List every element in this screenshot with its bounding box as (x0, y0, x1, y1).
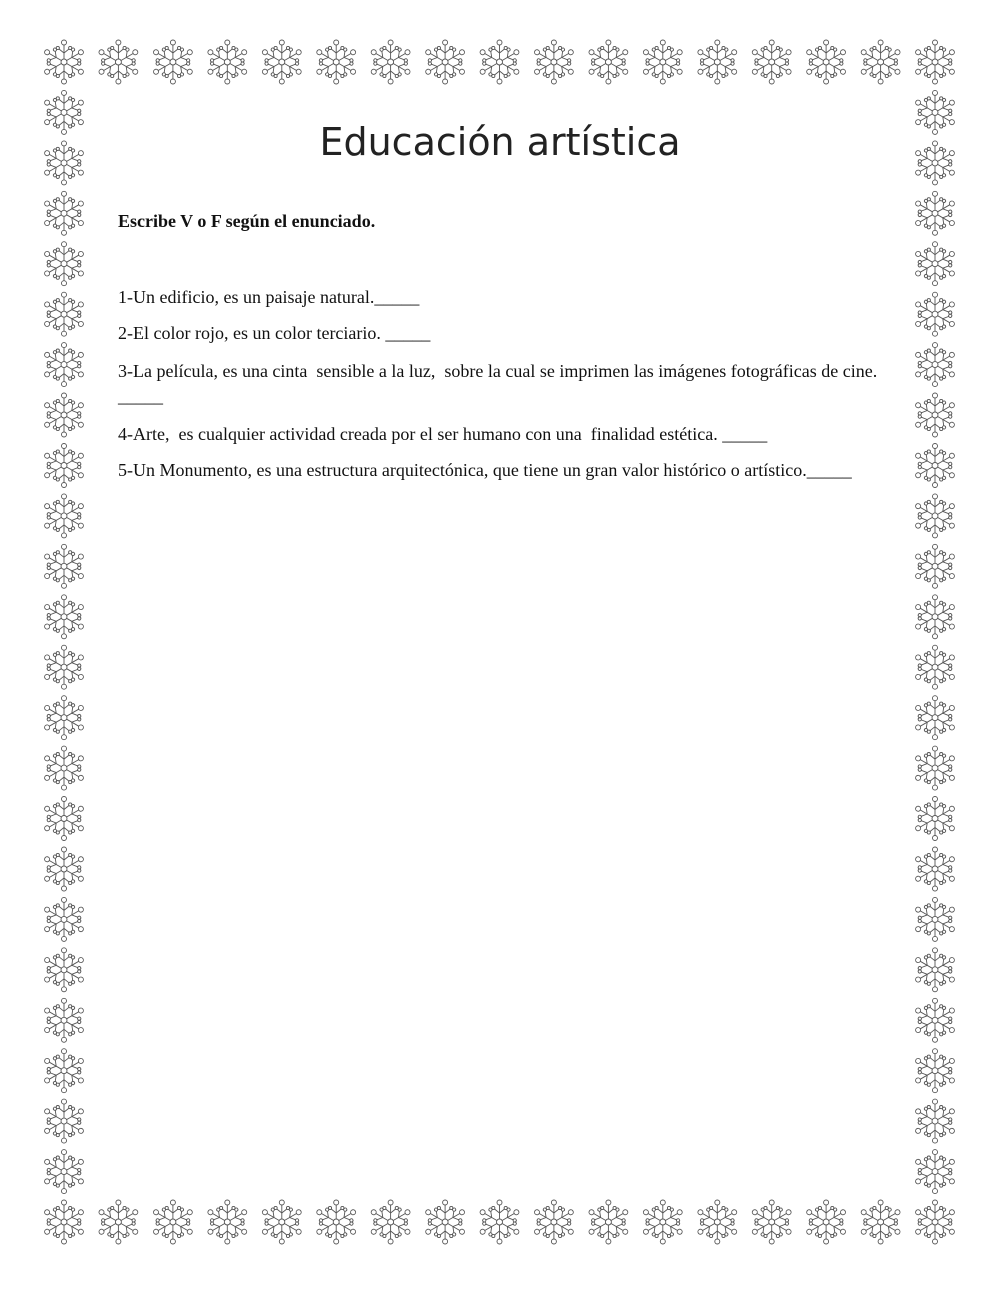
snowflake-icon (585, 1200, 631, 1244)
snowflake-icon (41, 40, 87, 84)
snowflake-icon (41, 746, 87, 790)
snowflake-icon (41, 1049, 87, 1093)
snowflake-icon (912, 544, 958, 588)
snowflake-icon (912, 746, 958, 790)
snowflake-icon (41, 1099, 87, 1143)
snowflake-icon (912, 595, 958, 639)
question-4: 4-Arte, es cualquier actividad creada por el ser humano con una finalidad estética. _____ (118, 424, 768, 444)
question-3: 3-La película, es una cinta sensible a la luz, sobre la cual se imprimen las imágenes fotográficas de cine. _____ (118, 361, 882, 406)
snowflake-icon (803, 1200, 849, 1244)
snowflake-icon (41, 544, 87, 588)
snowflake-icon (694, 40, 740, 84)
snowflake-icon (585, 40, 631, 84)
snowflake-icon (41, 494, 87, 538)
snowflake-icon (912, 645, 958, 689)
snowflake-icon (150, 1200, 196, 1244)
snowflake-icon (150, 40, 196, 84)
snowflake-icon (531, 1200, 577, 1244)
snowflake-icon (477, 40, 523, 84)
snowflake-icon (41, 847, 87, 891)
snowflake-icon (912, 1150, 958, 1194)
snowflake-icon (368, 40, 414, 84)
snowflake-icon (204, 1200, 250, 1244)
snowflake-icon (912, 1049, 958, 1093)
instruction-text: Escribe V o F según el enunciado. (118, 211, 376, 231)
snowflake-icon (749, 1200, 795, 1244)
snowflake-icon (313, 40, 359, 84)
question-5: 5-Un Monumento, es una estructura arquitectónica, que tiene un gran valor histórico o artístico._____ (118, 460, 852, 480)
snowflake-icon (640, 40, 686, 84)
snowflake-icon (41, 1150, 87, 1194)
snowflake-icon (912, 444, 958, 488)
snowflake-icon (912, 191, 958, 235)
snowflake-icon (313, 1200, 359, 1244)
snowflake-icon (41, 242, 87, 286)
snowflake-icon (912, 948, 958, 992)
snowflake-icon (912, 1200, 958, 1244)
snowflake-icon (912, 696, 958, 740)
snowflake-icon (422, 40, 468, 84)
snowflake-icon (259, 40, 305, 84)
snowflake-icon (41, 998, 87, 1042)
snowflake-icon (41, 897, 87, 941)
snowflake-icon (41, 696, 87, 740)
snowflake-icon (204, 40, 250, 84)
snowflake-icon (41, 444, 87, 488)
snowflake-icon (912, 292, 958, 336)
snowflake-icon (422, 1200, 468, 1244)
snowflake-icon (95, 40, 141, 84)
question-1: 1-Un edificio, es un paisaje natural._____ (118, 287, 420, 307)
snowflake-icon (912, 40, 958, 84)
snowflake-icon (912, 847, 958, 891)
snowflake-icon (531, 40, 577, 84)
snowflake-icon (41, 343, 87, 387)
snowflake-icon (694, 1200, 740, 1244)
snowflake-icon (912, 494, 958, 538)
snowflake-icon (912, 343, 958, 387)
snowflake-icon (41, 645, 87, 689)
snowflake-icon (95, 1200, 141, 1244)
snowflake-icon (41, 1200, 87, 1244)
page-title: Educación artística (319, 120, 681, 164)
snowflake-icon (41, 393, 87, 437)
snowflake-icon (259, 1200, 305, 1244)
snowflake-icon (749, 40, 795, 84)
snowflake-icon (368, 1200, 414, 1244)
snowflake-icon (41, 948, 87, 992)
snowflake-icon (912, 998, 958, 1042)
snowflake-icon (41, 292, 87, 336)
snowflake-icon (41, 797, 87, 841)
snowflake-icon (640, 1200, 686, 1244)
snowflake-icon (41, 191, 87, 235)
snowflake-icon (912, 897, 958, 941)
snowflake-icon (477, 1200, 523, 1244)
snowflake-icon (912, 242, 958, 286)
snowflake-icon (912, 1099, 958, 1143)
snowflake-icon (912, 393, 958, 437)
snowflake-icon (912, 797, 958, 841)
snowflake-icon (41, 595, 87, 639)
snowflake-icon (803, 40, 849, 84)
question-2: 2-El color rojo, es un color terciario. _____ (118, 323, 431, 343)
snowflake-icon (858, 1200, 904, 1244)
snowflake-icon (858, 40, 904, 84)
